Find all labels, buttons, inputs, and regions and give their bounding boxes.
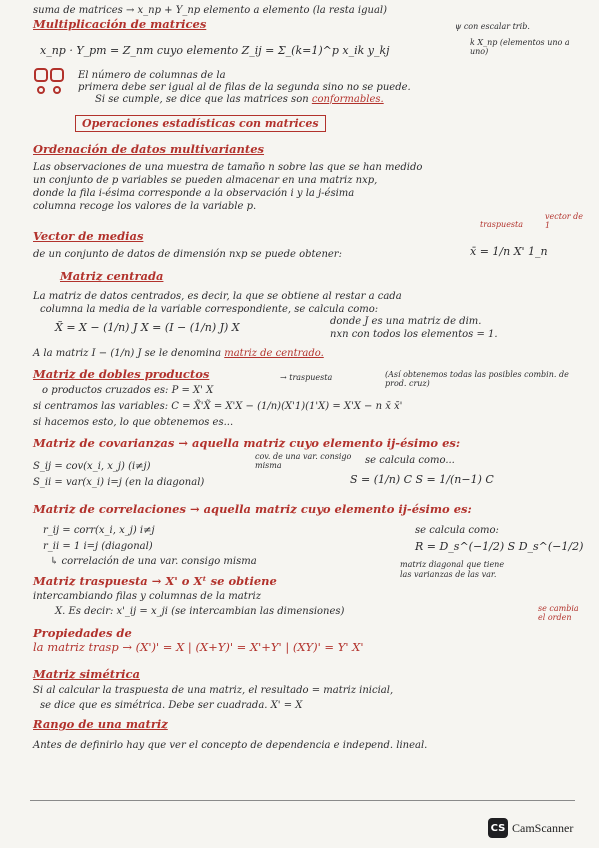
camscanner-watermark: [488, 818, 573, 838]
heading-correlaciones: Matriz de correlaciones → aquella matriz cuyo elemento ij-ésimo es:: [33, 502, 472, 516]
line-antes-definirlo: Antes de definirlo hay que ver el concepto de dependencia e independ. lineal.: [33, 740, 428, 751]
term-conformables: conformables.: [311, 94, 384, 105]
line-centramos: si centramos las variables: C = X̃'X̃ = X'X − (1/n)(X'1)(1'X) = X'X − n x̄ x̄': [33, 401, 403, 412]
line-observaciones: Las observaciones de una muestra de tamaño n sobre las que se han medido: [33, 162, 423, 173]
heading-propiedades: Propiedades de: [33, 626, 132, 640]
line-productos-cruzados: o productos cruzados es: P = X' X: [42, 385, 214, 396]
warning-icon: [33, 68, 73, 96]
note-calcula-como-2: se calcula como:: [415, 525, 499, 536]
note-escalar: ψ con escalar trib.: [455, 22, 530, 31]
line-conformables: [95, 94, 384, 106]
line-intercambiando: intercambiando filas y columnas de la matriz: [33, 591, 261, 602]
line-sij: S_ij = cov(x_i, x_j) (i≠j): [33, 461, 151, 472]
line-sii: S_ii = var(x_i) i=j (en la diagonal): [33, 477, 205, 488]
formula-vector-medias: x̄ = 1/n X' 1_n: [470, 245, 548, 258]
line-matriz-centrado-text: A la matriz I − (1/n) J se le denomina: [33, 348, 222, 359]
note-calcula-como: se calcula como...: [365, 455, 455, 466]
note-j-elementos: nxn con todos los elementos = 1.: [330, 329, 498, 340]
line-conjunto-datos: de un conjunto de datos de dimensión nxp se puede obtener:: [33, 249, 342, 260]
bottom-divider: [30, 800, 575, 801]
line-primera: primera debe ser igual al de filas de la segunda sino no se puede.: [78, 82, 411, 93]
line-rij: r_ij = corr(x_i, x_j) i≠j: [43, 525, 155, 536]
line-suma-matrices: suma de matrices → x_np + Y_np elemento a elemento (la resta igual): [33, 5, 388, 16]
heading-vector-medias: Vector de medias: [33, 229, 144, 243]
formula-correlacion: R = D_s^(−1/2) S D_s^(−1/2): [415, 540, 584, 553]
note-combinaciones: (Así obtenemos todas las posibles combin. de prod. cruz): [385, 370, 569, 388]
note-cambia-orden: se cambia el orden: [538, 604, 579, 622]
line-traspuesta-resultado: Si al calcular la traspuesta de una matriz, el resultado = matriz inicial,: [33, 685, 394, 696]
line-hacemos-esto: si hacemos esto, lo que obtenemos es...: [33, 417, 234, 428]
note-vector-de-1: vector de 1: [545, 212, 583, 230]
line-columnas: El número de columnas de la: [78, 70, 226, 81]
line-matriz-centrado: [33, 348, 324, 360]
camscanner-brand: CamScanner: [512, 820, 574, 835]
note-traspuesta-2: → traspuesta: [280, 373, 333, 382]
heading-ordenacion: Ordenación de datos multivariantes: [33, 142, 265, 156]
heading-multiplicacion: Multiplicación de matrices: [33, 17, 207, 31]
line-matriz-centrados: La matriz de datos centrados, es decir, la que se obtiene al restar a cada: [33, 291, 402, 302]
note-traspuesta: traspuesta: [480, 220, 524, 229]
camscanner-logo: CS: [488, 818, 508, 838]
line-simetrica: se dice que es simétrica. Debe ser cuadrada. X' = X: [40, 700, 303, 711]
line-conjunto: un conjunto de p variables se pueden almacenar en una matriz nxp,: [33, 175, 378, 186]
heading-dobles-productos: Matriz de dobles productos: [33, 367, 210, 381]
formula-covarianza: S = (1/n) C S = 1/(n−1) C: [350, 473, 494, 486]
line-propiedades: la matriz trasp → (X')' = X | (X+Y)' = X'+Y' | (XY)' = Y' X': [33, 640, 364, 654]
note-cov-misma: cov. de una var. consigo misma: [255, 452, 352, 470]
line-columna: columna recoge los valores de la variable p.: [33, 201, 257, 212]
heading-simetrica: Matriz simétrica: [33, 667, 140, 681]
heading-matriz-centrada: Matriz centrada: [60, 269, 164, 283]
heading-traspuesta: Matriz traspuesta → X' o Xᵗ se obtiene: [33, 574, 277, 588]
line-es-decir: X. Es decir: x'_ij = x_ji (se intercambian las dimensiones): [55, 606, 345, 617]
line-conformables-text: Si se cumple, se dice que las matrices son: [95, 94, 309, 105]
line-columna-media: columna la media de la variable correspondiente, se calcula como:: [40, 304, 379, 315]
line-rii: r_ii = 1 i=j (diagonal): [43, 541, 153, 552]
heading-rango: Rango de una matriz: [33, 717, 168, 731]
formula-centrada: X̃ = X − (1/n) J X = (I − (1/n) J) X: [55, 321, 240, 334]
note-matriz-diagonal: matriz diagonal que tiene: [400, 560, 505, 569]
heading-covarianzas: Matriz de covarianzas → aquella matriz cuyo elemento ij-ésimo es:: [33, 436, 461, 450]
term-matriz-centrado: matriz de centrado.: [224, 348, 324, 359]
note-j-dim: donde J es una matriz de dim.: [330, 316, 482, 327]
section-box-operaciones: Operaciones estadísticas con matrices: [75, 115, 326, 132]
note-escalar-2: k X_np (elementos uno a uno): [470, 38, 570, 56]
line-fila: donde la fila i-ésima corresponde a la observación i y la j-ésima: [33, 188, 355, 199]
note-varianzas: las varianzas de las var.: [400, 570, 497, 579]
line-correlacion-misma: ↳ correlación de una var. consigo misma: [50, 556, 257, 567]
formula-multiplicacion: x_np · Y_pm = Z_nm cuyo elemento Z_ij = Σ_(k=1)^p x_ik y_kj: [40, 44, 390, 57]
